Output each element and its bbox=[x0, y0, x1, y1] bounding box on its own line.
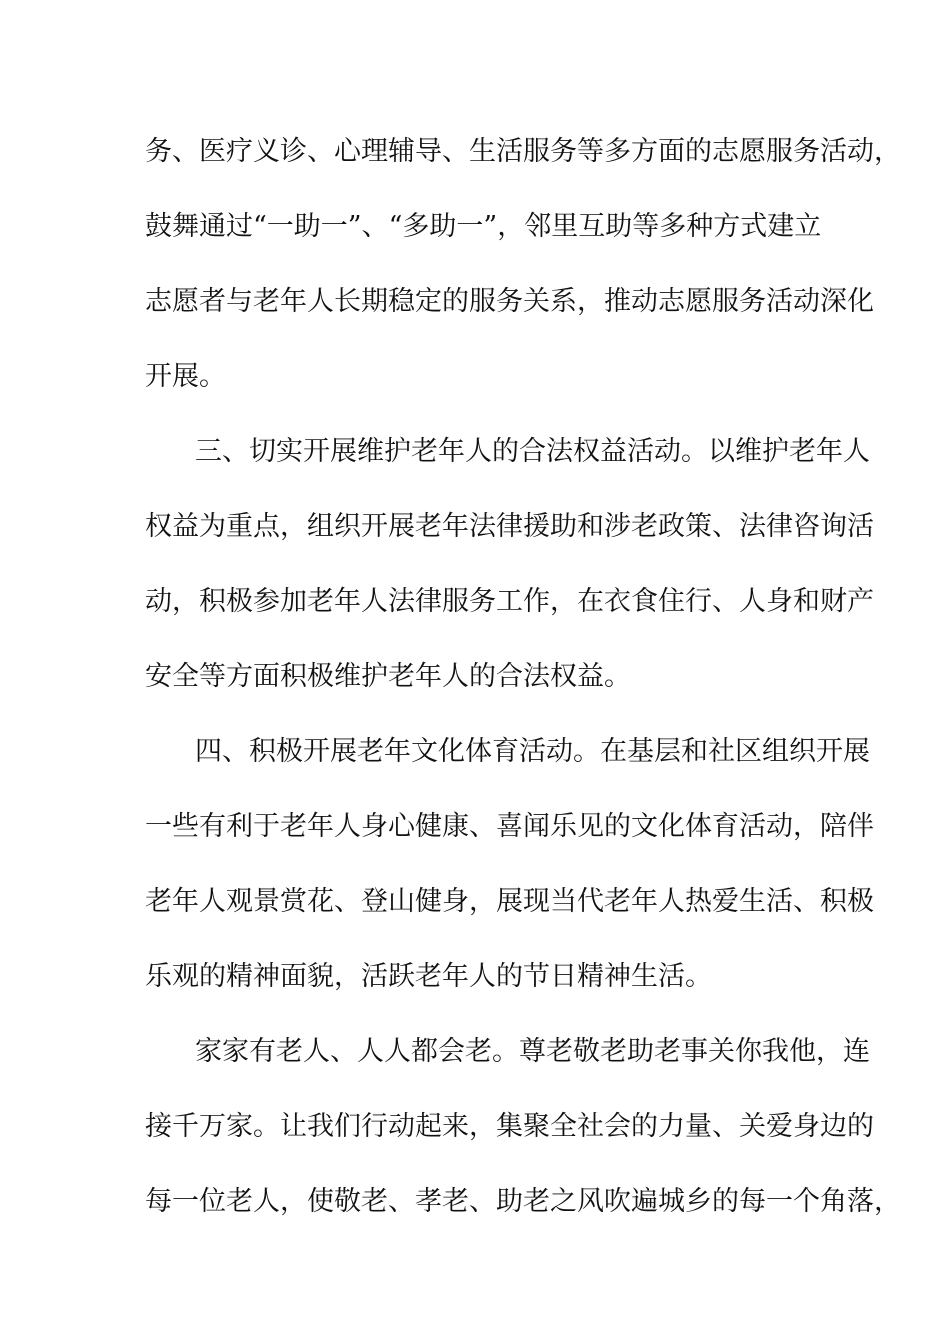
text-line: 志愿者与老年人长期稳定的服务关系，推动志愿服务活动深化 bbox=[145, 286, 874, 317]
text-line: 三、切实开展维护老年人的合法权益活动。以维护老年人 bbox=[195, 436, 870, 467]
text-line: 安全等方面积极维护老年人的合法权益。 bbox=[145, 661, 631, 692]
text-line: 家家有老人、人人都会老。尊老敬老助老事关你我他，连 bbox=[195, 1036, 870, 1067]
text-line: 一些有利于老年人身心健康、喜闻乐见的文化体育活动，陪伴 bbox=[145, 811, 874, 842]
text-line: 接千万家。让我们行动起来，集聚全社会的力量、关爱身边的 bbox=[145, 1111, 874, 1142]
text-line: 鼓舞通过“一助一”、“多助一”，邻里互助等多种方式建立 bbox=[145, 211, 822, 242]
text-line: 开展。 bbox=[145, 361, 226, 392]
text-line: 权益为重点，组织开展老年法律援助和涉老政策、法律咨询活 bbox=[145, 511, 874, 542]
text-line: 动，积极参加老年人法律服务工作，在衣食住行、人身和财产 bbox=[145, 586, 874, 617]
text-line: 每一位老人，使敬老、孝老、助老之风吹遍城乡的每一个角落， bbox=[145, 1186, 901, 1217]
text-line: 四、积极开展老年文化体育活动。在基层和社区组织开展 bbox=[195, 736, 870, 767]
text-line: 老年人观景赏花、登山健身，展现当代老年人热爱生活、积极 bbox=[145, 886, 874, 917]
text-line: 乐观的精神面貌，活跃老年人的节日精神生活。 bbox=[145, 961, 712, 992]
text-line: 务、医疗义诊、心理辅导、生活服务等多方面的志愿服务活动， bbox=[145, 136, 901, 167]
